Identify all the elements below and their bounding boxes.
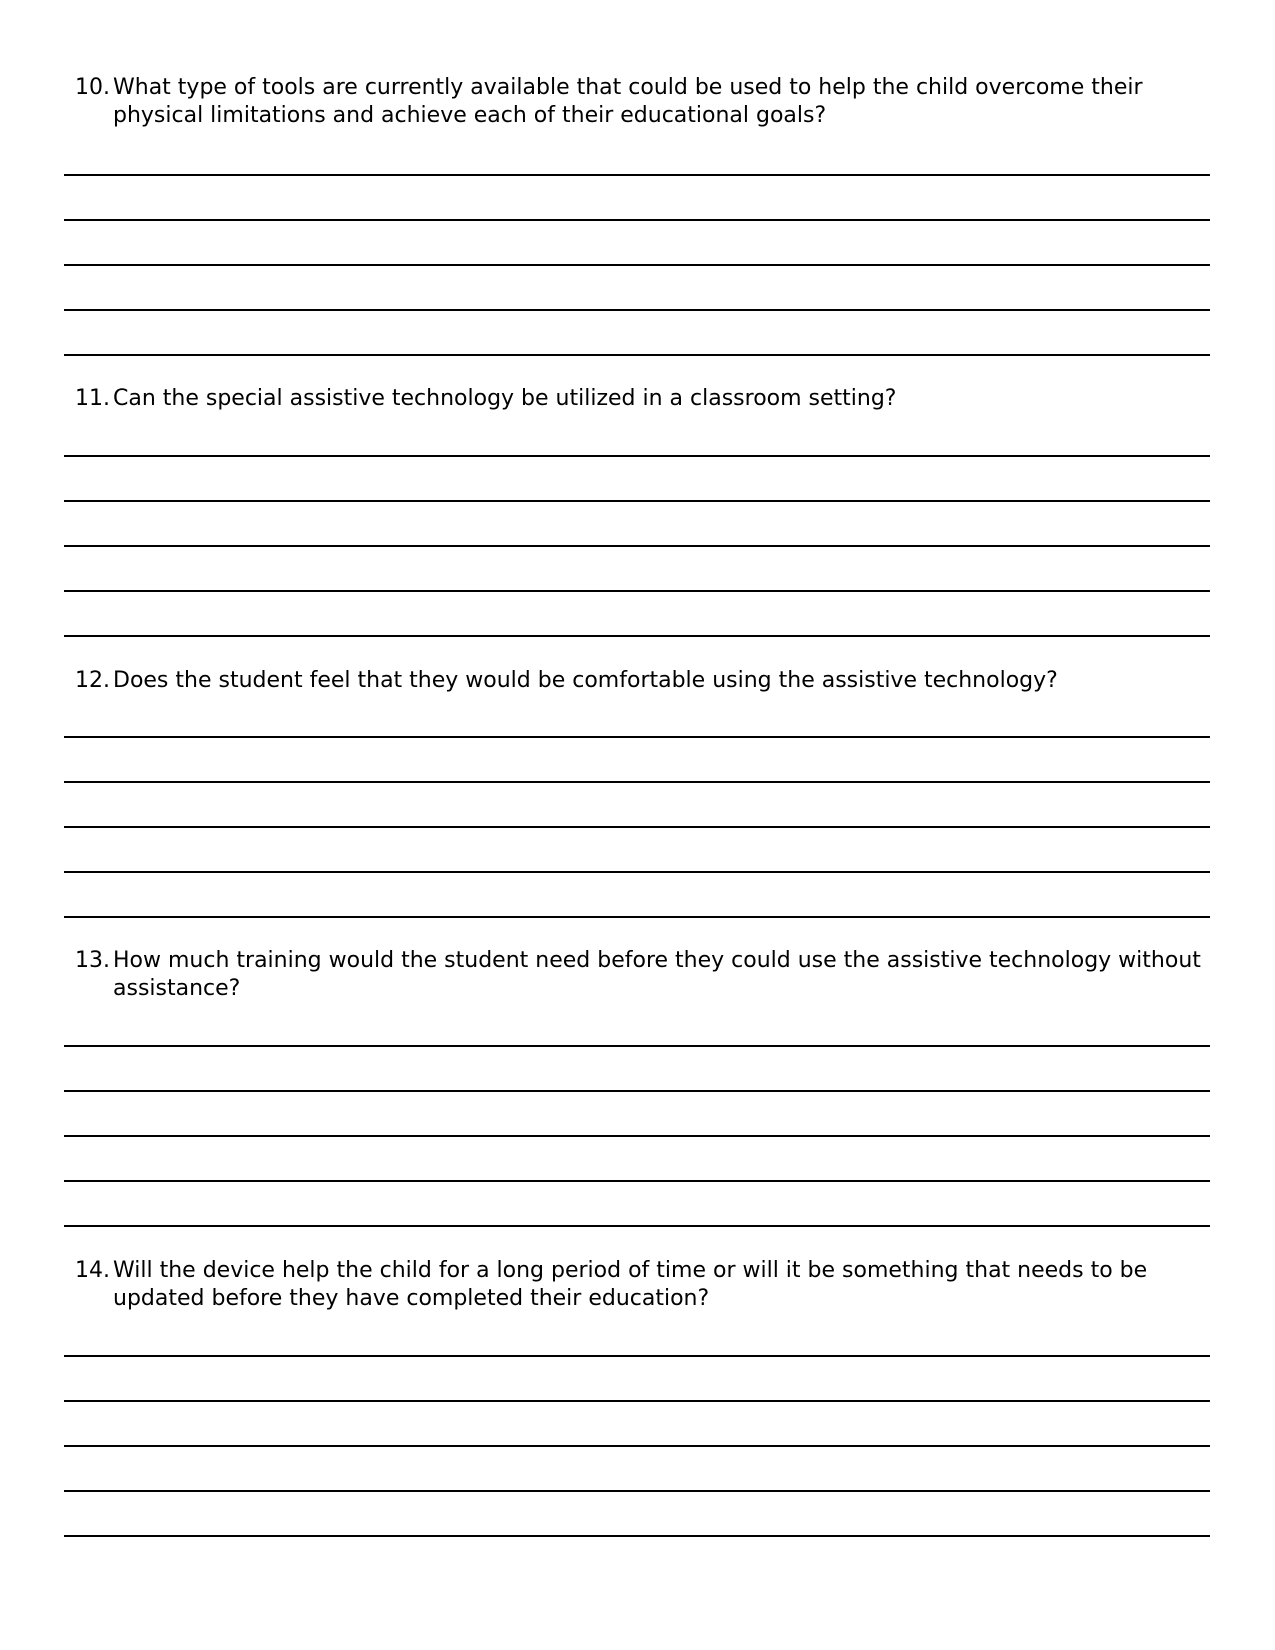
question-number: 10. — [75, 75, 110, 100]
answer-line[interactable] — [64, 1490, 1210, 1492]
answer-line[interactable] — [64, 545, 1210, 547]
question-number: 11. — [75, 386, 110, 411]
answer-line[interactable] — [64, 174, 1210, 176]
question-number: 14. — [75, 1258, 110, 1283]
question-text: How much training would the student need before they could use the assistive technology without assistance? — [113, 948, 1201, 1001]
answer-line[interactable] — [64, 1445, 1210, 1447]
question-11 — [75, 385, 1215, 413]
answer-line[interactable] — [64, 1535, 1210, 1537]
answer-line[interactable] — [64, 590, 1210, 592]
answer-line[interactable] — [64, 871, 1210, 873]
answer-line[interactable] — [64, 1355, 1210, 1357]
answer-line[interactable] — [64, 1090, 1210, 1092]
answer-line[interactable] — [64, 1180, 1210, 1182]
answer-line[interactable] — [64, 781, 1210, 783]
answer-line[interactable] — [64, 1225, 1210, 1227]
question-text: Does the student feel that they would be comfortable using the assistive technology? — [113, 668, 1058, 693]
answer-line[interactable] — [64, 264, 1210, 266]
answer-line[interactable] — [64, 826, 1210, 828]
question-text: Will the device help the child for a long period of time or will it be something that needs to be updated before they have completed their education? — [113, 1258, 1148, 1311]
answer-line[interactable] — [64, 354, 1210, 356]
answer-line[interactable] — [64, 736, 1210, 738]
answer-line[interactable] — [64, 916, 1210, 918]
answer-line[interactable] — [64, 1045, 1210, 1047]
question-13 — [75, 947, 1215, 1003]
answer-line[interactable] — [64, 500, 1210, 502]
question-number: 12. — [75, 668, 110, 693]
question-14 — [75, 1257, 1215, 1313]
answer-line[interactable] — [64, 1135, 1210, 1137]
question-12 — [75, 667, 1215, 695]
question-text: What type of tools are currently available that could be used to help the child overcome their physical limitations and achieve each of their educational goals? — [113, 75, 1143, 128]
answer-line[interactable] — [64, 219, 1210, 221]
question-text: Can the special assistive technology be utilized in a classroom setting? — [113, 386, 897, 411]
question-10 — [75, 74, 1215, 130]
question-number: 13. — [75, 948, 110, 973]
answer-line[interactable] — [64, 309, 1210, 311]
answer-line[interactable] — [64, 1400, 1210, 1402]
answer-line[interactable] — [64, 635, 1210, 637]
answer-line[interactable] — [64, 455, 1210, 457]
